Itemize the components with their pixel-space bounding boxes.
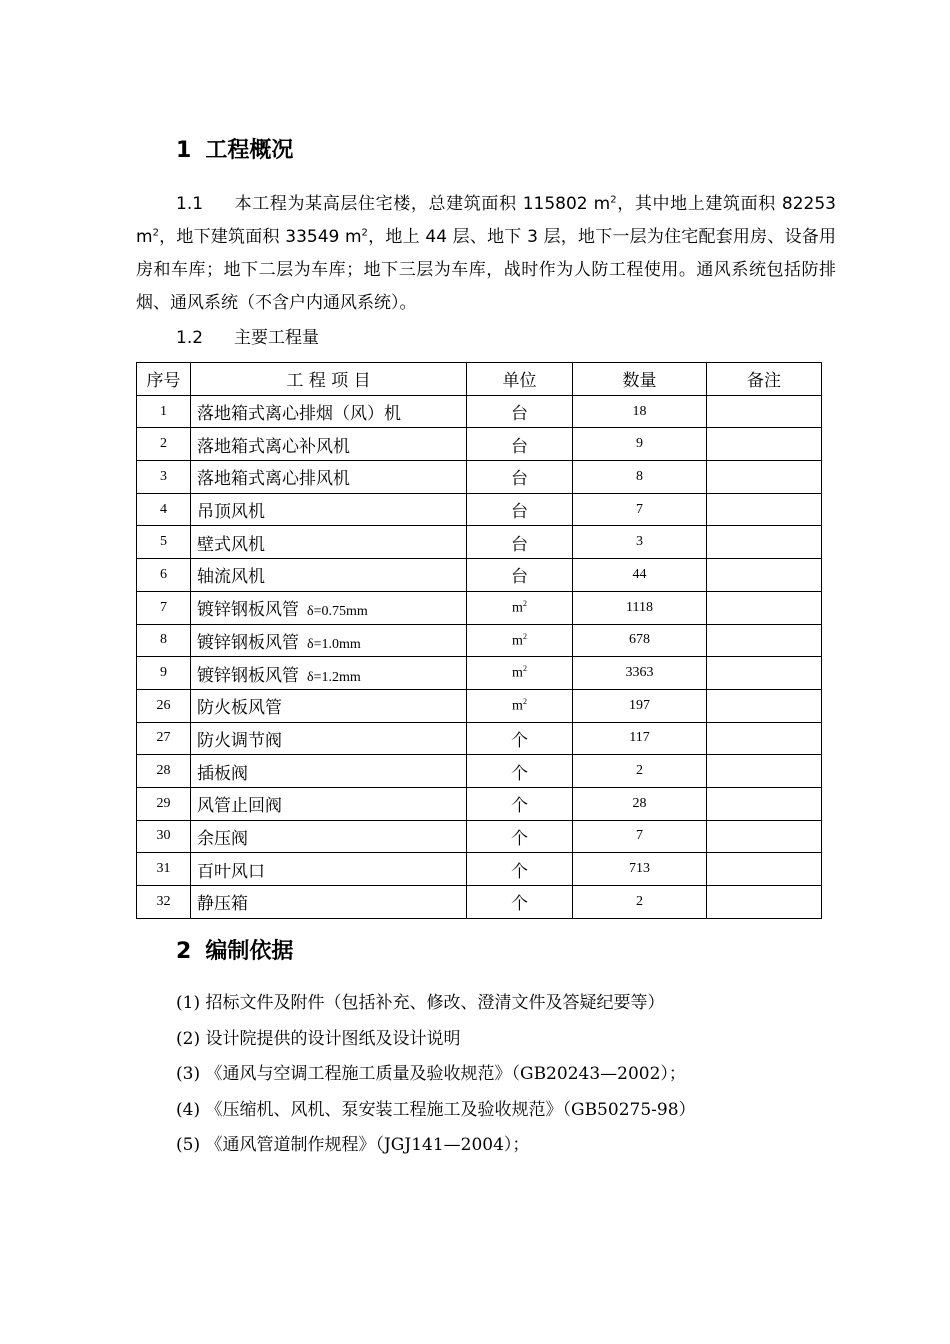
- cell-item: [191, 853, 467, 886]
- cell-unit: 个: [467, 787, 573, 820]
- cell-qty: 9: [573, 428, 707, 461]
- item-name: 百叶风口: [197, 861, 265, 882]
- cell-no: 29: [137, 787, 191, 820]
- cell-unit: 个: [467, 886, 573, 919]
- item-name: 壁式风机: [197, 534, 265, 555]
- item-name: 镀锌钢板风管: [197, 600, 299, 621]
- cell-note: [707, 493, 822, 526]
- item-name: 静压箱: [197, 894, 248, 915]
- cell-qty: 2: [573, 755, 707, 788]
- overview-paragraph: [136, 188, 836, 320]
- item-name: 落地箱式离心排风机: [197, 469, 350, 490]
- section-2-title: 编制依据: [205, 939, 294, 964]
- cell-qty: 18: [573, 395, 707, 428]
- cell-unit: 个: [467, 755, 573, 788]
- reference-item: (1) 招标文件及附件（包括补充、修改、澄清文件及答疑纪要等）: [176, 993, 665, 1013]
- quantities-table: [136, 362, 822, 919]
- item-name: 轴流风机: [197, 567, 265, 588]
- item-spec: δ=1.0mm: [307, 636, 361, 652]
- overview-text-a: 本工程为某高层住宅楼，总建筑面积 115802 m: [234, 194, 611, 214]
- item-name: 吊顶风机: [197, 502, 265, 523]
- cell-unit: 台: [467, 526, 573, 559]
- header-no: 序号: [137, 363, 191, 396]
- cell-unit: [467, 657, 573, 690]
- table-row: [137, 461, 822, 494]
- section-2-heading: [176, 937, 293, 967]
- table-row: [137, 853, 822, 886]
- item-name: 镀锌钢板风管: [197, 665, 299, 686]
- cell-unit: 台: [467, 461, 573, 494]
- cell-no: 4: [137, 493, 191, 526]
- unit-exponent: 2: [522, 696, 527, 706]
- superscript: 2: [361, 227, 368, 239]
- cell-unit: 台: [467, 428, 573, 461]
- cell-note: [707, 591, 822, 624]
- cell-no: 6: [137, 559, 191, 592]
- section-2-number: 2: [176, 939, 192, 964]
- cell-qty: 117: [573, 722, 707, 755]
- cell-item: [191, 820, 467, 853]
- cell-item: [191, 624, 467, 657]
- section-1-number: 1: [176, 138, 192, 163]
- cell-item: [191, 657, 467, 690]
- cell-item: [191, 461, 467, 494]
- cell-item: [191, 428, 467, 461]
- unit-exponent: 2: [522, 598, 527, 608]
- cell-item: [191, 755, 467, 788]
- table-row: [137, 624, 822, 657]
- cell-qty: 3: [573, 526, 707, 559]
- cell-no: 7: [137, 591, 191, 624]
- cell-no: 1: [137, 395, 191, 428]
- cell-qty: 1118: [573, 591, 707, 624]
- header-item: 工 程 项 目: [191, 363, 467, 396]
- quantities-title: 主要工程量: [234, 328, 319, 348]
- cell-note: [707, 722, 822, 755]
- item-name: 镀锌钢板风管: [197, 632, 299, 653]
- unit-exponent: 2: [522, 664, 527, 674]
- table-header-row: [137, 363, 822, 396]
- cell-item: [191, 395, 467, 428]
- cell-note: [707, 624, 822, 657]
- quantities-subheading: [176, 322, 319, 354]
- cell-note: [707, 395, 822, 428]
- overview-text-c: ，地下建筑面积 33549 m: [158, 227, 362, 247]
- unit-base: m: [512, 600, 523, 616]
- reference-list: [176, 986, 696, 1164]
- cell-item: [191, 526, 467, 559]
- section-1-heading: [176, 136, 293, 166]
- cell-qty: 197: [573, 689, 707, 722]
- cell-note: [707, 461, 822, 494]
- table-row: [137, 395, 822, 428]
- item-name: 插板阀: [197, 763, 248, 784]
- cell-qty: 28: [573, 787, 707, 820]
- paragraph-index: 1.2: [176, 328, 204, 348]
- cell-unit: [467, 689, 573, 722]
- unit-base: m: [512, 633, 523, 649]
- unit-exponent: 2: [522, 631, 527, 641]
- item-name: 落地箱式离心排烟（风）机: [197, 404, 401, 425]
- cell-note: [707, 820, 822, 853]
- cell-no: 27: [137, 722, 191, 755]
- item-name: 风管止回阀: [197, 796, 282, 817]
- cell-no: 32: [137, 886, 191, 919]
- table-row: [137, 820, 822, 853]
- header-unit: 单位: [467, 363, 573, 396]
- overview-text-b: ，其中地上建筑面积 82253 m: [136, 194, 836, 247]
- table-row: [137, 591, 822, 624]
- cell-note: [707, 853, 822, 886]
- cell-unit: [467, 624, 573, 657]
- table-row: [137, 526, 822, 559]
- cell-no: 3: [137, 461, 191, 494]
- item-name: 防火调节阀: [197, 730, 282, 751]
- unit-base: m: [512, 698, 523, 714]
- cell-no: 5: [137, 526, 191, 559]
- overview-text-d: ，地上 44 层、地下 3 层，地下一层为住宅配套用房、设备用房和车库；地下二层为车库；地下三层为车库，战时作为人防工程使用。通风系统包括防排烟、通风系统（不含户内通风系统）。: [136, 227, 837, 313]
- cell-no: 8: [137, 624, 191, 657]
- cell-note: [707, 559, 822, 592]
- cell-item: [191, 493, 467, 526]
- cell-no: 26: [137, 689, 191, 722]
- cell-note: [707, 526, 822, 559]
- section-1-title: 工程概况: [205, 138, 294, 163]
- cell-qty: 8: [573, 461, 707, 494]
- cell-note: [707, 689, 822, 722]
- cell-no: 28: [137, 755, 191, 788]
- cell-unit: 个: [467, 722, 573, 755]
- cell-item: [191, 886, 467, 919]
- superscript: 2: [152, 227, 159, 239]
- unit-base: m: [512, 665, 523, 681]
- cell-qty: 713: [573, 853, 707, 886]
- table-row: [137, 722, 822, 755]
- reference-item: (2) 设计院提供的设计图纸及设计说明: [176, 1028, 461, 1049]
- table-row: [137, 493, 822, 526]
- table-row: [137, 886, 822, 919]
- cell-qty: 3363: [573, 657, 707, 690]
- table-row: [137, 559, 822, 592]
- cell-note: [707, 787, 822, 820]
- superscript: 2: [610, 194, 617, 206]
- table-row: [137, 787, 822, 820]
- cell-unit: 台: [467, 559, 573, 592]
- header-qty: 数量: [573, 363, 707, 396]
- reference-item: (5) 《通风管道制作规程》（JGJ141—2004）；: [176, 1135, 530, 1155]
- header-note: 备注: [707, 363, 822, 396]
- cell-no: 31: [137, 853, 191, 886]
- item-spec: δ=0.75mm: [307, 604, 368, 620]
- cell-unit: 台: [467, 395, 573, 428]
- table-row: [137, 755, 822, 788]
- cell-qty: 44: [573, 559, 707, 592]
- cell-no: 30: [137, 820, 191, 853]
- cell-unit: 个: [467, 820, 573, 853]
- item-name: 防火板风管: [197, 698, 282, 719]
- cell-no: 2: [137, 428, 191, 461]
- cell-unit: [467, 591, 573, 624]
- cell-item: [191, 689, 467, 722]
- paragraph-index: 1.1: [176, 194, 204, 214]
- cell-unit: 台: [467, 493, 573, 526]
- cell-note: [707, 657, 822, 690]
- cell-note: [707, 886, 822, 919]
- cell-no: 9: [137, 657, 191, 690]
- cell-qty: 7: [573, 820, 707, 853]
- item-spec: δ=1.2mm: [307, 669, 361, 685]
- item-name: 余压阀: [197, 828, 248, 849]
- table-row: [137, 689, 822, 722]
- table-row: [137, 428, 822, 461]
- cell-qty: 678: [573, 624, 707, 657]
- cell-qty: 2: [573, 886, 707, 919]
- reference-item: (3) 《通风与空调工程施工质量及验收规范》（GB20243—2002）；: [176, 1064, 686, 1084]
- cell-item: [191, 591, 467, 624]
- cell-qty: 7: [573, 493, 707, 526]
- cell-note: [707, 428, 822, 461]
- item-name: 落地箱式离心补风机: [197, 436, 350, 457]
- cell-item: [191, 787, 467, 820]
- cell-unit: 个: [467, 853, 573, 886]
- cell-item: [191, 722, 467, 755]
- cell-note: [707, 755, 822, 788]
- table-row: [137, 657, 822, 690]
- reference-item: (4) 《压缩机、风机、泵安装工程施工及验收规范》（GB50275-98）: [176, 1099, 696, 1120]
- cell-item: [191, 559, 467, 592]
